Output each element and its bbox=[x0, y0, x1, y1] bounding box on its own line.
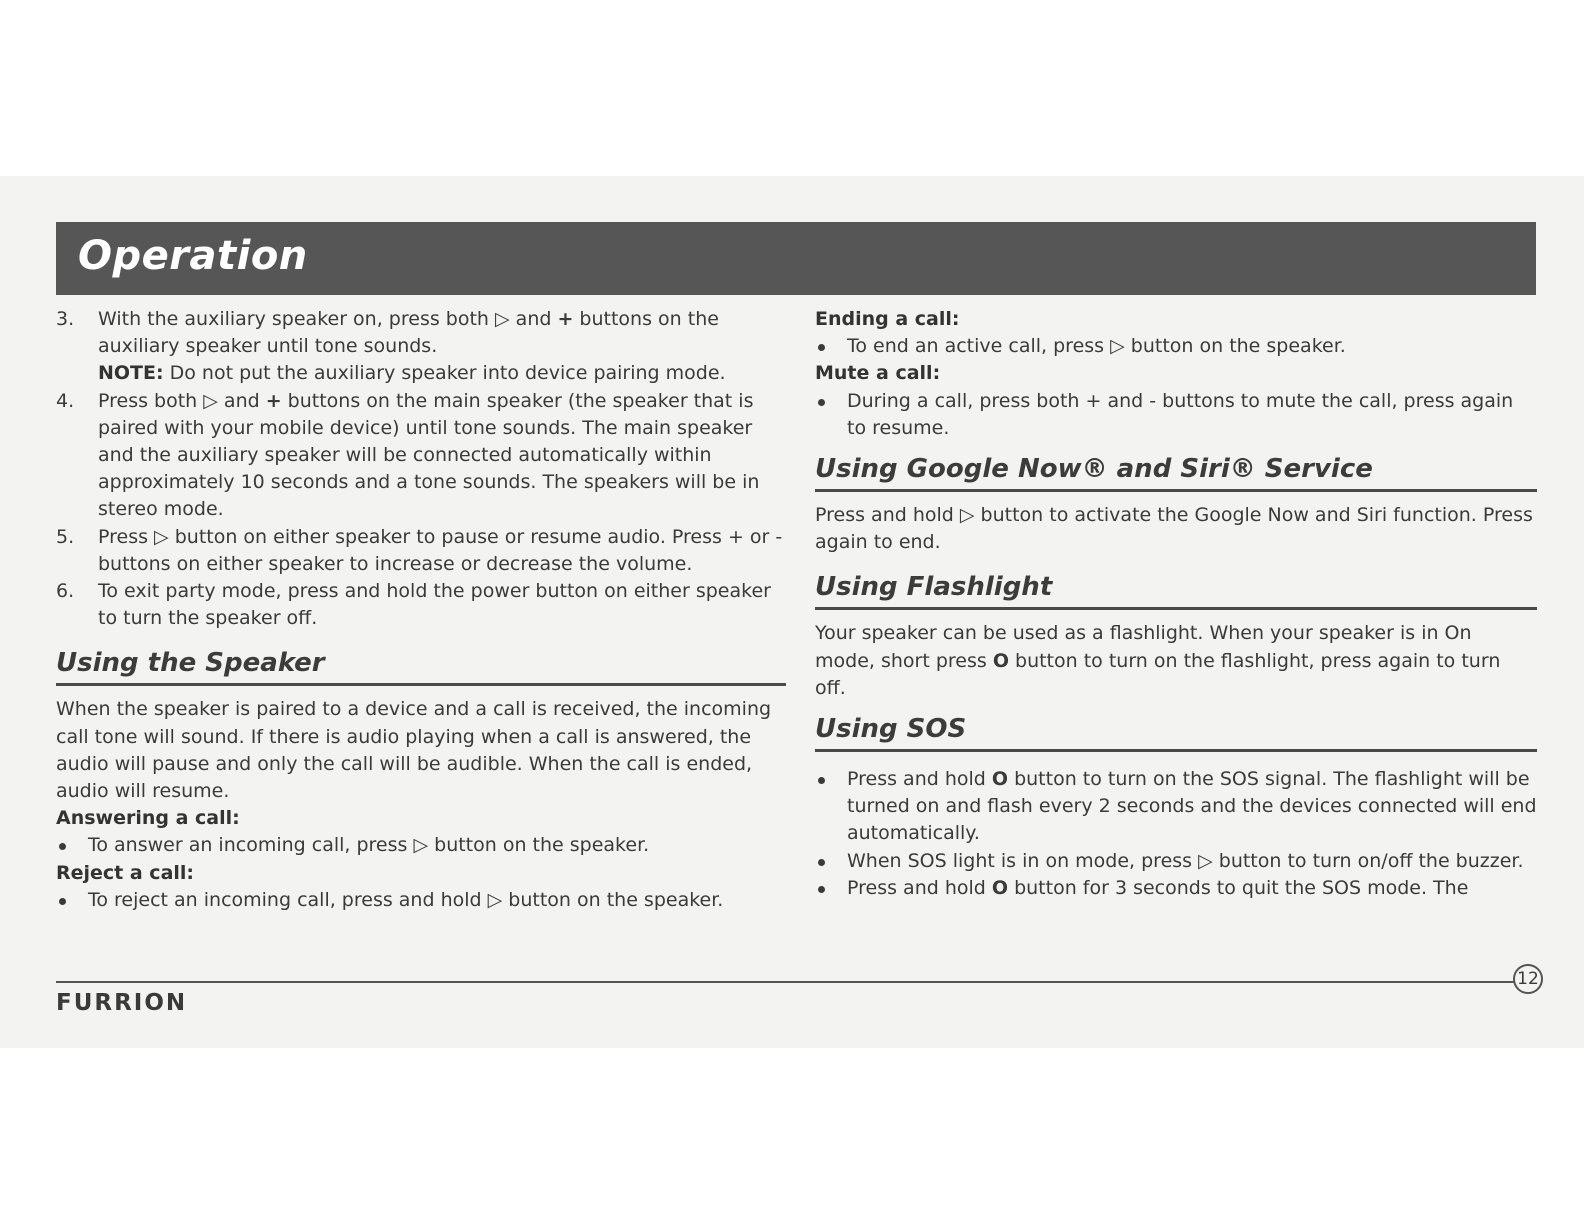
flashlight-body bbox=[815, 620, 1537, 702]
using-speaker-body: When the speaker is paired to a device and a call is received, the incoming call tone will sound. If there is audio playing when a call is answered, the audio will pause and only the call will be audible. When the call is ended, audio will resume. bbox=[56, 698, 772, 803]
play-symbol: ▷ bbox=[1198, 849, 1213, 872]
item-text: To answer an incoming call, press bbox=[88, 834, 414, 857]
circle-symbol: O bbox=[992, 649, 1009, 672]
step-number: 6. bbox=[56, 580, 75, 603]
mute-list bbox=[815, 388, 1537, 442]
bullet-icon bbox=[818, 777, 825, 784]
item-text: button to turn on the SOS signal. The flashlight will be turned on and flash every 2 seconds and the devices connected will end automatically. bbox=[847, 768, 1537, 845]
bullet-icon bbox=[818, 399, 825, 406]
sos-list bbox=[815, 766, 1537, 902]
step-6 bbox=[56, 578, 786, 632]
item-text: button on the speaker. bbox=[1124, 335, 1346, 358]
item-text: To end an active call, press bbox=[847, 335, 1111, 358]
brand-logo: FURRION bbox=[56, 990, 188, 1016]
page-number: 12 bbox=[1513, 964, 1543, 994]
step-text: buttons on the main speaker (the speaker that is paired with your mobile device) until tone sounds. The main speaker and the auxiliary speaker will be connected automatically within approximately 10 seconds and a tone sounds. The speakers will be in stereo mode. bbox=[98, 389, 760, 521]
page-title: Operation bbox=[78, 233, 308, 279]
circle-symbol: O bbox=[991, 768, 1009, 791]
play-symbol: ▷ bbox=[154, 525, 169, 548]
ending-call-label: Ending a call: bbox=[815, 308, 960, 330]
play-symbol: ▷ bbox=[487, 888, 503, 911]
step-3 bbox=[56, 306, 786, 388]
step-text: To exit party mode, press and hold the power button on either speaker to turn the speaker off. bbox=[98, 580, 771, 630]
play-symbol: ▷ bbox=[1110, 335, 1125, 358]
list-item bbox=[815, 388, 1537, 442]
list-item bbox=[815, 848, 1537, 875]
section-rule bbox=[56, 683, 786, 686]
step-text: With the auxiliary speaker on, press both bbox=[98, 308, 496, 330]
section-rule bbox=[815, 749, 1537, 752]
step-text: and bbox=[509, 308, 558, 330]
section-title-flashlight: Using Flashlight bbox=[815, 572, 1053, 603]
step-list bbox=[56, 306, 786, 632]
body-text: button to turn on the flashlight, press again to turn off. bbox=[815, 649, 1501, 699]
body-text: button to activate the Google Now and Siri function. Press again to end. bbox=[815, 504, 1533, 554]
plus-symbol: + bbox=[557, 308, 574, 330]
step-text: button on either speaker to pause or resume audio. Press + or - buttons on either speaker to increase or decrease the volume. bbox=[98, 525, 783, 575]
section-title-sos: Using SOS bbox=[815, 714, 967, 745]
step-number: 5. bbox=[56, 525, 75, 548]
play-symbol: ▷ bbox=[495, 308, 510, 330]
section-title-google-siri: Using Google Now® and Siri® Service bbox=[815, 454, 1373, 485]
reject-list bbox=[56, 887, 786, 914]
item-text: button on the speaker. bbox=[502, 888, 724, 911]
list-item bbox=[815, 875, 1537, 902]
list-item bbox=[815, 766, 1537, 848]
right-column bbox=[815, 306, 1537, 902]
reject-call-label: Reject a call: bbox=[56, 861, 195, 884]
footer-rule bbox=[56, 981, 1514, 983]
step-4 bbox=[56, 388, 786, 524]
note-label: NOTE: bbox=[98, 362, 164, 385]
body-text: Press and hold bbox=[815, 504, 960, 527]
item-text: During a call, press both + and - buttons to mute the call, press again to resume. bbox=[847, 389, 1514, 439]
plus-symbol: + bbox=[265, 389, 282, 412]
step-text: buttons on the auxiliary speaker until tone sounds. bbox=[98, 308, 719, 358]
list-item bbox=[56, 887, 786, 914]
bullet-icon bbox=[818, 886, 825, 893]
step-text: Press bbox=[98, 525, 155, 548]
step-number: 3. bbox=[56, 308, 75, 330]
section-rule bbox=[815, 489, 1537, 492]
section-title-using-speaker: Using the Speaker bbox=[56, 648, 325, 679]
section-rule bbox=[815, 607, 1537, 610]
step-5 bbox=[56, 524, 786, 578]
list-item bbox=[815, 333, 1537, 360]
answering-list bbox=[56, 832, 786, 859]
mute-call-label: Mute a call: bbox=[815, 362, 941, 385]
item-text: To reject an incoming call, press and hold bbox=[88, 888, 488, 911]
bullet-icon bbox=[59, 898, 66, 905]
body-text: Your speaker can be used as a flashlight. When your speaker is in On mode, short press bbox=[815, 622, 1472, 672]
bullet-icon bbox=[59, 843, 66, 850]
ending-list bbox=[815, 333, 1537, 360]
item-text: button for 3 seconds to quit the SOS mode. The bbox=[1008, 876, 1469, 899]
bullet-icon bbox=[818, 344, 825, 351]
list-item bbox=[56, 832, 786, 859]
play-symbol: ▷ bbox=[959, 504, 975, 527]
play-symbol: ▷ bbox=[203, 389, 218, 412]
section-header-bar bbox=[56, 222, 1536, 295]
left-column bbox=[56, 306, 786, 914]
answering-call-label: Answering a call: bbox=[56, 807, 240, 830]
play-symbol: ▷ bbox=[413, 834, 429, 857]
item-text: When SOS light is in on mode, press bbox=[847, 849, 1199, 872]
note-text: Do not put the auxiliary speaker into device pairing mode. bbox=[163, 362, 726, 385]
step-text: Press both bbox=[98, 389, 204, 412]
item-text: Press and hold bbox=[847, 876, 992, 899]
circle-symbol: O bbox=[991, 876, 1009, 899]
google-siri-body bbox=[815, 502, 1537, 556]
bullet-icon bbox=[818, 859, 825, 866]
step-number: 4. bbox=[56, 389, 75, 412]
item-text: button to turn on/off the buzzer. bbox=[1212, 849, 1524, 872]
step-text: and bbox=[217, 389, 266, 412]
item-text: button on the speaker. bbox=[428, 834, 650, 857]
item-text: Press and hold bbox=[847, 768, 992, 791]
